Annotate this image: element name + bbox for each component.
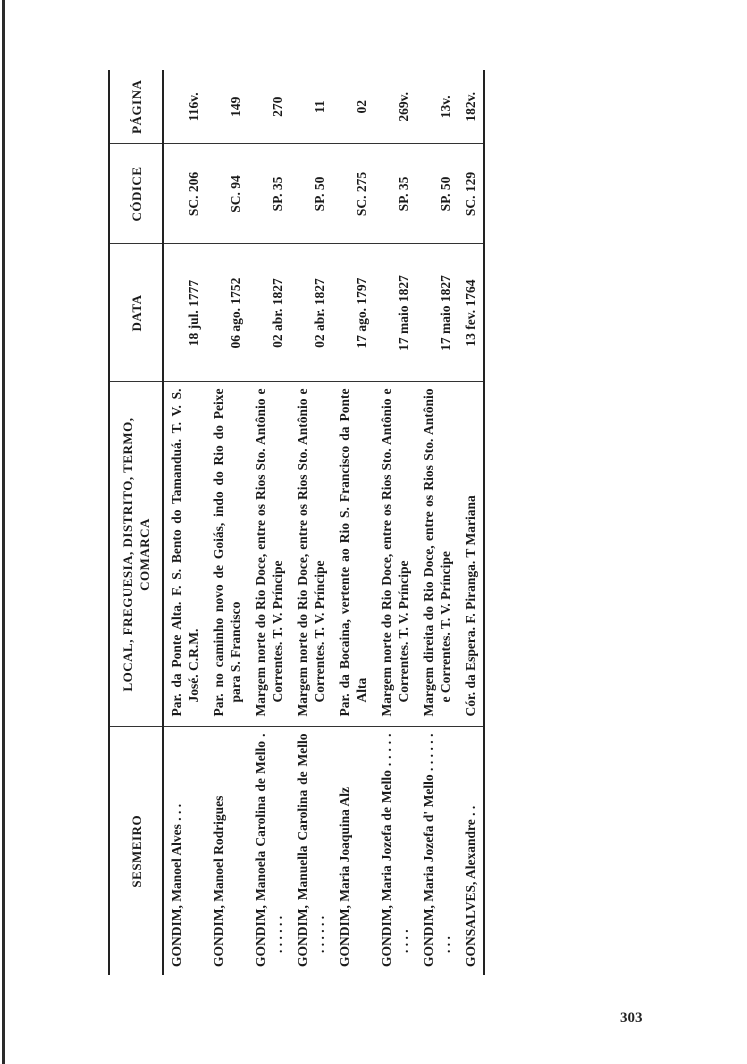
local-cell: Margem norte do Rio Doce, entre os Rios Sto. Antônio e Correntes. T. V. Príncipe: [295, 388, 327, 717]
sesmeiro-cell: GONSALVES, Alexandre . .: [463, 805, 478, 967]
sesmeiro-cell: GONDIM, Manoela Carolina de Mello . . . . . . .: [253, 733, 285, 967]
page-cell: 270: [248, 70, 290, 144]
sesmeiro-cell: GONDIM, Maria Jozefa de Mello . . . . . . . . .: [379, 733, 411, 967]
table-row: [332, 70, 374, 975]
codex-cell: SP. 50: [290, 144, 332, 244]
date-cell: 13 fev. 1764: [458, 244, 484, 382]
page-cell: 02: [332, 70, 374, 144]
date-cell: 02 abr. 1827: [248, 244, 290, 382]
date-cell: 06 ago. 1752: [206, 244, 248, 382]
codex-cell: SC. 129: [458, 144, 484, 244]
page-cell: 116v.: [163, 70, 206, 144]
table-row: [290, 70, 332, 975]
table-row: [416, 70, 458, 975]
table-row: [374, 70, 416, 975]
binding-edge-rule: [2, 0, 5, 1064]
date-cell: 18 jul. 1777: [163, 244, 206, 382]
sesmeiro-cell: GONDIM, Manoel Rodrigues: [211, 795, 226, 967]
sesmeiro-cell: GONDIM, Manoel Alves . . .: [169, 803, 184, 967]
table-row: [248, 70, 290, 975]
date-cell: 17 ago. 1797: [332, 244, 374, 382]
page-cell: 13v.: [416, 70, 458, 144]
sesmeiro-cell: GONDIM, Maria Joaquina Alz: [337, 786, 352, 967]
header-sesmeiro: SESMEIRO: [128, 814, 144, 888]
codex-cell: SP. 35: [374, 144, 416, 244]
page-cell: 11: [290, 70, 332, 144]
local-cell: Cór. da Espera. F. Piranga. T Mariana: [463, 495, 478, 717]
table-row: [458, 70, 484, 975]
table-header-row: [109, 70, 163, 975]
local-cell: Par. da Bocaina, vertente ao Rio S. Francisco da Ponte Alta: [337, 388, 369, 717]
local-cell: Margem direita do Rio Doce, entre os Rios Sto. Antônio e Correntes. T. V. Príncipe: [421, 388, 453, 717]
codex-cell: SC. 94: [206, 144, 248, 244]
codex-cell: SP. 35: [248, 144, 290, 244]
date-cell: 17 maio 1827: [416, 244, 458, 382]
header-codice: CÓDICE: [109, 144, 163, 244]
codex-cell: SC. 275: [332, 144, 374, 244]
codex-cell: SP. 50: [416, 144, 458, 244]
sesmeiro-cell: GONDIM, Manuella Carolina de Mello . . . . . .: [295, 733, 327, 967]
date-cell: 02 abr. 1827: [290, 244, 332, 382]
page-cell: 182v.: [458, 70, 484, 144]
codex-cell: SC. 206: [163, 144, 206, 244]
date-cell: 17 maio 1827: [374, 244, 416, 382]
page-number: 303: [620, 1010, 643, 1026]
table-row: [206, 70, 248, 975]
sesmarias-table: [108, 70, 485, 975]
header-pagina: PÁGINA: [109, 70, 163, 144]
rotated-table-container: [108, 70, 656, 975]
local-cell: Margem norte do Rio Doce, entre os Rios Sto. Antônio e Correntes. T. V. Príncipe: [253, 388, 285, 717]
header-data: DATA: [109, 244, 163, 382]
header-local: LOCAL, FREGUESIA, DISTRITO, TERMO, COMARCA: [109, 382, 163, 727]
local-cell: Par. da Ponte Alta. F. S. Bento do Tamanduá. T. V. S. José. C.R.M.: [169, 388, 201, 717]
page-cell: 149: [206, 70, 248, 144]
page-cell: 269v.: [374, 70, 416, 144]
table-row: [163, 70, 206, 975]
sesmeiro-cell: GONDIM, Maria Jozefa d' Mello . . . . . . . . .: [421, 733, 453, 967]
local-cell: Par. no caminho novo de Goiás, indo do Rio do Peixe para S. Francisco: [211, 388, 243, 717]
local-cell: Margem norte do Rio Doce, entre os Rios Sto. Antônio e Correntes. T. V. Príncipe: [379, 388, 411, 717]
